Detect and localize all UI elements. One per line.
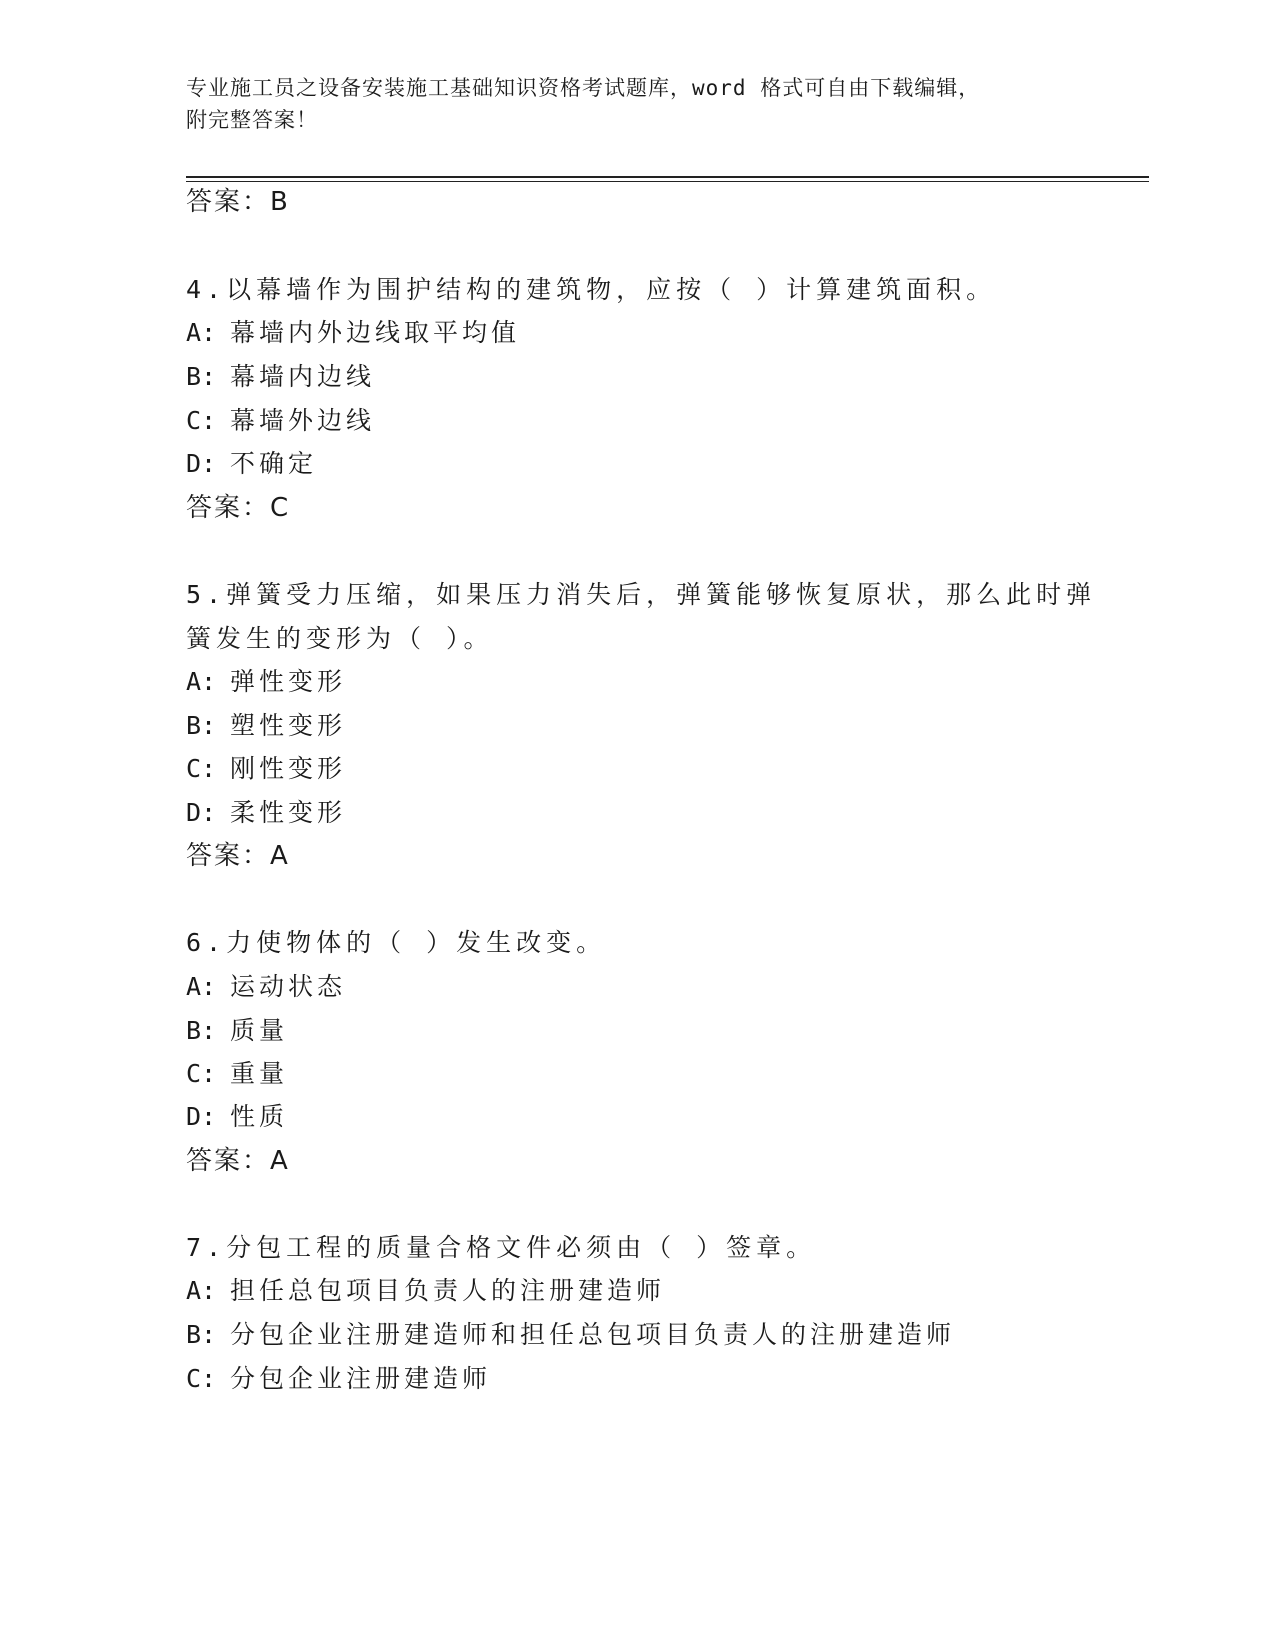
option-key: B: [186, 711, 217, 740]
question-4-answer [186, 492, 290, 524]
option-text: 分包企业注册建造师 [230, 1364, 492, 1393]
option-text: 刚性变形 [230, 754, 347, 783]
option-key: C: [186, 1059, 217, 1088]
question-4-option-c [186, 398, 375, 443]
answer-label: 答案： [186, 187, 271, 217]
option-key: A: [186, 667, 217, 696]
answer-value: A [270, 1146, 290, 1176]
question-6-option-d [186, 1094, 288, 1139]
question-5-stem-line-1: 5.弹簧受力压缩，如果压力消失后，弹簧能够恢复原状，那么此时弹 [186, 580, 1097, 609]
option-text: 幕墙内边线 [230, 362, 376, 391]
question-4-option-d [186, 441, 317, 486]
answer-label: 答案： [186, 493, 271, 523]
question-6-option-c [186, 1051, 288, 1096]
question-4-stem-line-1: 4.以幕墙作为围护结构的建筑物，应按（ ）计算建筑面积。 [186, 275, 997, 304]
option-key: B: [186, 362, 217, 391]
question-5-option-a [186, 659, 346, 704]
question-4-option-a [186, 310, 520, 355]
header-line-1: 专业施工员之设备安装施工基础知识资格考试题库，word 格式可自由下载编辑， [186, 76, 981, 100]
question-6-option-a [186, 964, 346, 1009]
option-key: C: [186, 1364, 217, 1393]
question-6-option-b [186, 1008, 288, 1053]
answer-value: B [270, 187, 290, 217]
option-key: A: [186, 972, 217, 1001]
option-text: 担任总包项目负责人的注册建造师 [230, 1276, 666, 1305]
option-text: 分包企业注册建造师和担任总包项目负责人的注册建造师 [230, 1320, 956, 1349]
option-text: 幕墙外边线 [230, 406, 376, 435]
document-header [186, 72, 1086, 136]
question-7-option-b [186, 1312, 955, 1357]
option-key: A: [186, 318, 217, 347]
answer-line-prev [186, 186, 290, 218]
option-key: B: [186, 1016, 217, 1045]
option-key: B: [186, 1320, 217, 1349]
option-text: 幕墙内外边线取平均值 [230, 318, 521, 347]
option-text: 塑性变形 [230, 711, 347, 740]
answer-value: A [270, 841, 290, 871]
question-5-stem-line-2: 簧发生的变形为（ ）。 [186, 624, 494, 653]
header-divider-thin [186, 181, 1149, 182]
question-5-answer [186, 840, 290, 872]
option-text: 不确定 [230, 449, 318, 478]
header-line-2: 附完整答案！ [186, 108, 318, 132]
option-text: 性质 [230, 1102, 289, 1131]
answer-label: 答案： [186, 1146, 271, 1176]
option-text: 重量 [230, 1059, 289, 1088]
option-key: C: [186, 406, 217, 435]
question-5-option-c [186, 746, 346, 791]
option-key: A: [186, 1276, 217, 1305]
option-key: D: [186, 449, 217, 478]
question-6-answer [186, 1145, 290, 1177]
option-key: D: [186, 1102, 217, 1131]
question-5-option-b [186, 703, 346, 748]
answer-label: 答案： [186, 841, 271, 871]
option-text: 质量 [230, 1016, 289, 1045]
question-4-option-b [186, 354, 375, 399]
option-key: C: [186, 754, 217, 783]
question-7-option-c [186, 1356, 491, 1401]
header-divider-thick [186, 176, 1149, 178]
option-key: D: [186, 798, 217, 827]
option-text: 运动状态 [230, 972, 347, 1001]
option-text: 柔性变形 [230, 798, 347, 827]
question-6-stem-line-1: 6.力使物体的（ ）发生改变。 [186, 928, 607, 957]
option-text: 弹性变形 [230, 667, 347, 696]
answer-value: C [270, 493, 291, 523]
question-5-option-d [186, 790, 346, 835]
question-7-stem-line-1: 7.分包工程的质量合格文件必须由（ ）签章。 [186, 1233, 817, 1262]
question-7-option-a [186, 1268, 665, 1313]
